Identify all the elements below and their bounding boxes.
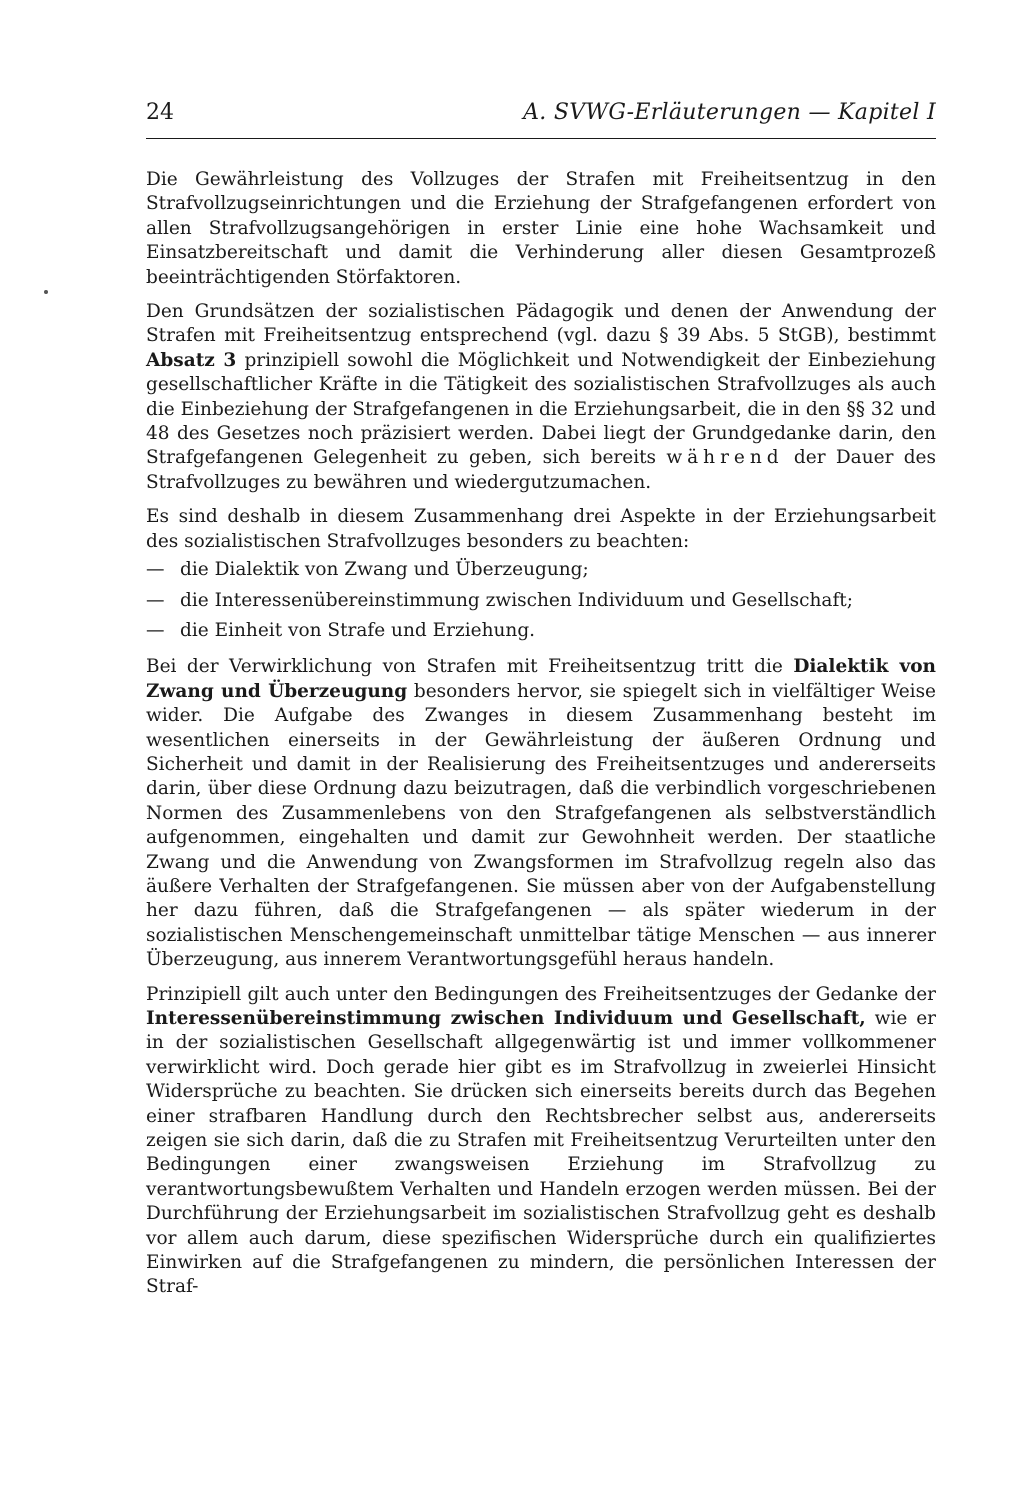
paragraph-4-bold: Dialektik von Zwang und Überzeugung (146, 656, 937, 702)
aspect-list (146, 558, 936, 643)
paragraph-2-spaced: während (666, 447, 784, 469)
paragraph-2-text-a: Den Grundsätzen der sozialistischen Pädagogik und denen der Anwendung der Strafen mit Freiheitsentzug entsprechend (vgl. dazu § 39 Abs. 5 StGB), bestimmt (146, 301, 936, 347)
paragraph-5-text-b: wie er in der sozialistischen Gesellschaft allgegenwärtig ist und immer vollkommener verwirklicht wird. Doch gerade hier gibt es im Strafvollzug in zweierlei Hinsicht Widersprüche zu beachten. Sie drücken sich einerseits bereits durch das Begehen einer strafbaren Handlung durch den Rechtsbrecher selbst aus, andererseits zeigen sie sich darin, daß die zu Strafen mit Freiheitsentzug Verurteilten unter den Bedingungen einer zwangsweisen Erziehung im Strafvollzug zu verantwortungsbewußtem Verhalten und Handeln erzogen werden müssen. Bei der Durchführung der Erziehungsarbeit im sozialistischen Strafvollzug geht es deshalb vor allem auch darum, diese spezifischen Widersprüche durch ein qualifiziertes Einwirken auf die Strafgefangenen zu mindern, die persönlichen Interessen der Straf- (146, 1008, 936, 1298)
list-item (146, 589, 936, 613)
list-item-text: die Einheit von Strafe und Erziehung. (180, 619, 536, 641)
paragraph-2-text-c: der Dauer des Strafvollzuges zu bewähren und wiedergutzumachen. (146, 447, 936, 493)
paragraph-4-text-b: besonders hervor, sie spiegelt sich in vielfältiger Weise wider. Die Aufgabe des Zwanges in diesem Zusammenhang besteht im wesentlichen einerseits in der Gewährleistung der äußeren Ordnung und Sicherheit und damit in der Realisierung des Freiheitsentzuges und andererseits darin, über diese Ordnung dazu beizutragen, daß die verbindlich vorgeschriebenen Normen des Zusammenlebens von den Strafgefangenen als selbstverständlich aufgenommen, eingehalten und damit zur Gewohnheit werden. Der staatliche Zwang und die Anwendung von Zwangsformen im Strafvollzug regeln also das äußere Verhalten der Strafgefangenen. Sie müssen aber von der Aufgabenstellung her dazu führen, daß die Strafgefangenen — als später wiederum in der sozialistischen Menschengemeinschaft unmittelbar tätige Menschen — aus innerer Überzeugung, aus innerem Verantwortungsgefühl heraus handeln. (146, 680, 937, 971)
header-rule (146, 138, 936, 139)
page-header (146, 96, 936, 130)
running-title: A. SVWG-Erläuterungen — Kapitel I (523, 100, 936, 125)
paragraph-1 (146, 168, 936, 290)
list-item-text: die Interessenübereinstimmung zwischen Individuum und Gesellschaft; (180, 589, 853, 611)
list-item-text: die Dialektik von Zwang und Überzeugung; (180, 559, 589, 581)
paragraph-4-text-a: Bei der Verwirklichung von Strafen mit Freiheitsentzug tritt die (146, 656, 794, 678)
list-item (146, 558, 936, 582)
paragraph-1-text: Die Gewährleistung des Vollzuges der Strafen mit Freiheitsentzug in den Strafvollzugseinrichtungen und die Erziehung der Strafgefangenen erfordert von allen Strafvollzugsangehörigen in erster Linie eine hohe Wachsamkeit und Einsatzbereitschaft und damit die Verhinderung aller diesen Gesamtprozeß beeinträchtigenden Störfaktoren. (146, 169, 936, 288)
paragraph-3-text: Es sind deshalb in diesem Zusammenhang drei Aspekte in der Erziehungsarbeit des sozialistischen Strafvollzuges besonders zu beachten: (146, 506, 936, 552)
body-text (146, 168, 936, 1310)
paragraph-5 (146, 983, 936, 1300)
scan-speck (44, 290, 48, 294)
paragraph-2-bold: Absatz 3 (146, 349, 237, 371)
paragraph-5-bold: Interessenübereinstimmung zwischen Individuum und Gesellschaft, (146, 1008, 866, 1029)
page-number: 24 (146, 100, 174, 125)
paragraph-4 (146, 655, 936, 972)
list-dash: — (146, 589, 165, 611)
list-item (146, 619, 936, 643)
paragraph-2 (146, 300, 936, 495)
paragraph-2-text-b: prinzipiell sowohl die Möglichkeit und Notwendigkeit der Einbeziehung gesellschaftlicher Kräfte in die Tätigkeit des sozialistischen Strafvollzuges als auch die Einbeziehung der Strafgefangenen in die Erziehungsarbeit, die in den §§ 32 und 48 des Gesetzes noch präzisiert werden. Dabei liegt der Grundgedanke darin, den Strafgefangenen Gelegenheit zu geben, sich bereits (146, 349, 936, 469)
list-dash: — (146, 559, 165, 581)
paragraph-3 (146, 505, 936, 554)
list-dash: — (146, 619, 165, 641)
paragraph-5-text-a: Prinzipiell gilt auch unter den Bedingungen des Freiheitsentzuges der Gedanke der (146, 983, 936, 1005)
